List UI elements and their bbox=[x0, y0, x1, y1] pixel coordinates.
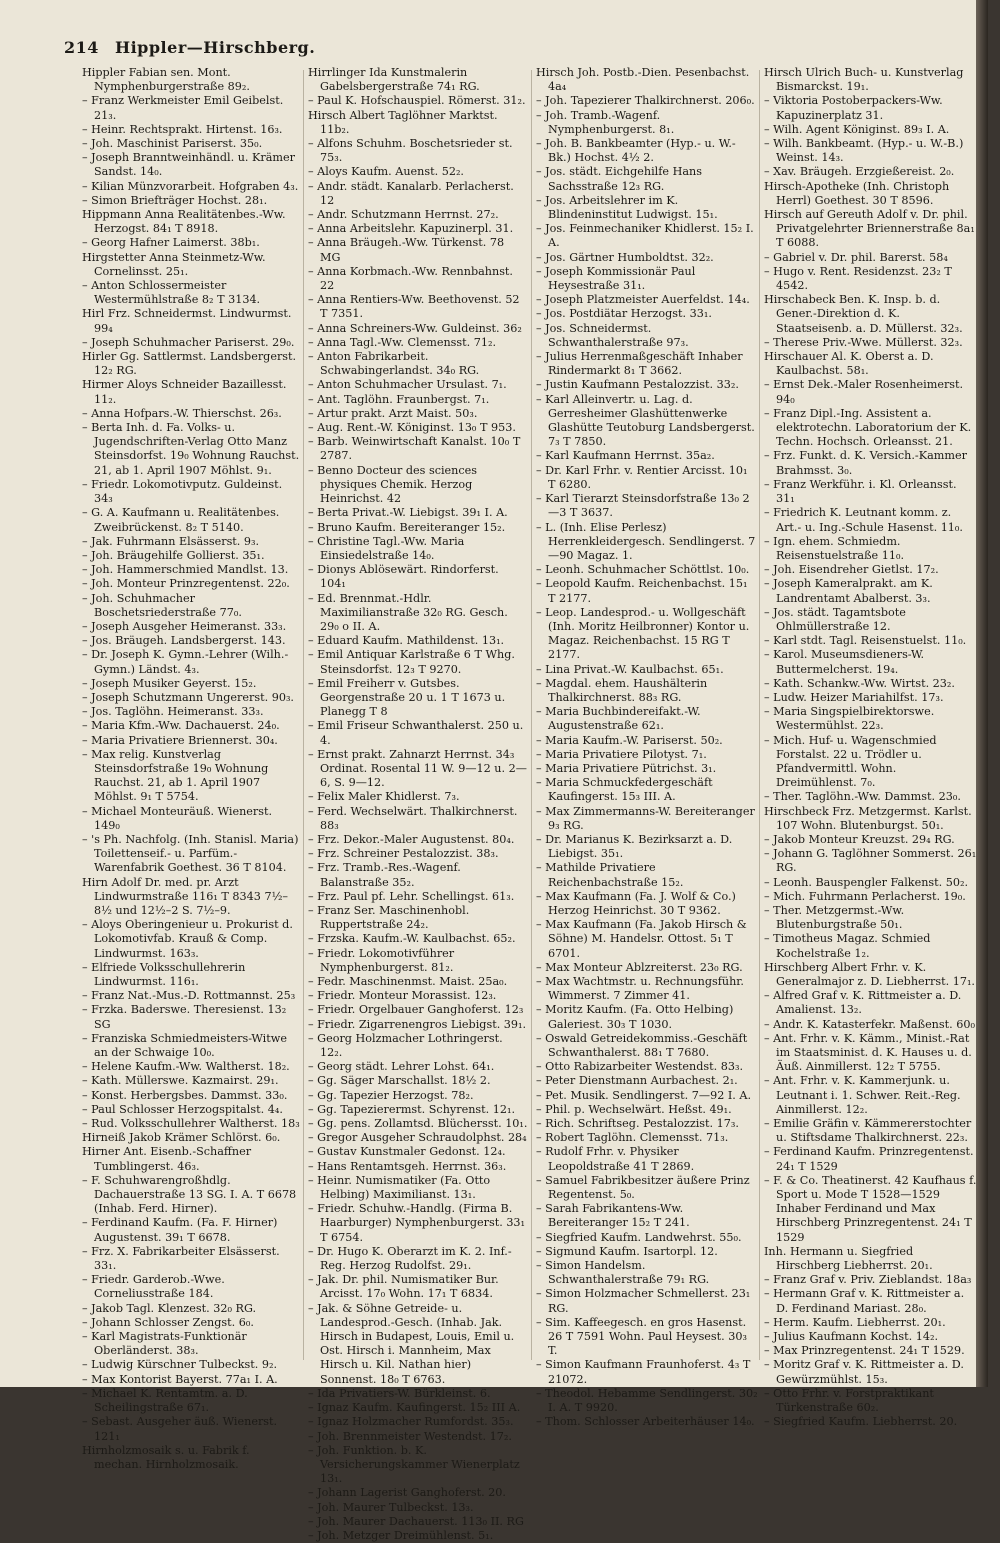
directory-entry: – Max relig. Kunstverlag Steinsdorfstraße 19₀ Wohnung Rauchst. 21, ab 1. April 1907 Möhlst. 9₁ T 5754. bbox=[82, 747, 269, 804]
directory-entry: – Peter Dienstmann Aurbachest. 2₁. bbox=[536, 1074, 738, 1088]
directory-entry: – Anton Fabrikarbeit. Schwabingerlandst. 34₀ RG. bbox=[308, 350, 480, 378]
directory-entry: – Karl Tierarzt Steinsdorfstraße 13₀ 2—3 T 3637. bbox=[536, 492, 750, 520]
directory-entry: – Simon Briefträger Hochst. 28₁. bbox=[82, 193, 268, 207]
directory-entry: – Jos. Bräugeh. Landsbergerst. 143. bbox=[82, 634, 286, 648]
directory-entry: – Berta Privat.-W. Liebigst. 39₁ I. A. bbox=[308, 506, 508, 520]
directory-entry: – Leop. Landesprod.- u. Wollgeschäft (Inh. Moritz Heilbronner) Kontor u. Magaz. Reichenbachst. 15 RG T 2177. bbox=[536, 605, 750, 662]
directory-entry: – Jos. städt. Eichgehilfe Hans Sachsstraße 12₃ RG. bbox=[536, 165, 702, 193]
directory-entry: – Max Prinzregentenst. 24₁ T 1529. bbox=[764, 1344, 965, 1358]
directory-entry: – Herm. Kaufm. Liebherrst. 20₁. bbox=[764, 1315, 946, 1329]
directory-entry: – Lina Privat.-W. Kaulbachst. 65₁. bbox=[536, 662, 724, 676]
directory-entry: – Joseph Ausgeher Heimeranst. 33₃. bbox=[82, 619, 287, 633]
directory-entry: – Robert Taglöhn. Clemensst. 71₃. bbox=[536, 1131, 729, 1145]
directory-entry: – Mathilde Privatiere Reichenbachstraße 15₂. bbox=[536, 861, 684, 889]
directory-entry: – Oswald Getreidekommiss.-Geschäft Schwanthalerst. 88₁ T 7680. bbox=[536, 1031, 748, 1060]
directory-entry: – Julius Kaufmann Kochst. 14₂. bbox=[764, 1330, 939, 1344]
directory-entry: – Simon Kaufmann Fraunhoferst. 4₃ T 21072. bbox=[536, 1358, 751, 1386]
directory-entry: – Ludwig Kürschner Tulbeckst. 9₂. bbox=[82, 1358, 278, 1372]
directory-entry: – Phil. p. Wechselwärt. Heßst. 49₁. bbox=[536, 1102, 732, 1116]
directory-entry: – Friedrich K. Leutnant komm. z. Art.- u. Ing.-Schule Hasenst. 11₀. bbox=[764, 506, 963, 534]
directory-entry: – Fedr. Maschinenmst. Maist. 25a₀. bbox=[308, 975, 508, 988]
directory-entry: – Maria Schmuckfedergeschäft Kaufingerst. 15₃ III. A. bbox=[536, 776, 713, 804]
directory-entry: – Rich. Schriftseg. Pestalozzist. 17₃. bbox=[536, 1117, 739, 1131]
directory-entry: – Anna Bräugeh.-Ww. Türkenst. 78 MG bbox=[308, 236, 505, 264]
directory-entry: Hirler Gg. Sattlermst. Landsbergerst. 12₂ RG. bbox=[82, 350, 297, 378]
directory-entry: – Jos. Arbeitslehrer im K. Blindeninstitut Ludwigst. 15₁. bbox=[536, 193, 718, 222]
directory-entry: – Mich. Huf- u. Wagenschmied Forstalst. 22 u. Trödler u. Pfandvermittl. Wohn. Dreimühlenst. 7₀. bbox=[764, 733, 937, 790]
directory-entry: – Friedr. Monteur Morassist. 12₃. bbox=[308, 989, 497, 1003]
directory-entry: – Johann Lagerist Ganghoferst. 20. bbox=[308, 1486, 506, 1500]
directory-entry: – Jakob Tagl. Klenzest. 32₀ RG. bbox=[82, 1301, 257, 1315]
page-edge bbox=[976, 0, 988, 1387]
directory-entry: – Hans Rentamtsgeh. Herrnst. 36₃. bbox=[308, 1159, 507, 1173]
directory-entry: – Maria Singspielbirektorswe. Westermühlst. 22₃. bbox=[764, 705, 935, 733]
directory-entry: – Hermann Graf v. K. Rittmeister a. D. Ferdinand Mariast. 28₀. bbox=[764, 1287, 965, 1315]
directory-entry: – Samuel Fabrikbesitzer äußere Prinz Regentenst. 5₀. bbox=[536, 1173, 750, 1202]
directory-entry: – Max Kaufmann (Fa. J. Wolf & Co.) Herzog Heinrichst. 30 T 9362. bbox=[536, 889, 736, 917]
directory-entry: – Mich. Fuhrmann Perlacherst. 19₀. bbox=[764, 889, 966, 903]
directory-entry: – Ed. Brennmat.-Hdlr. Maximilianstraße 32₀ RG. Gesch. 29₀ o II. A. bbox=[308, 591, 508, 633]
directory-entry: – Moritz Kaufm. (Fa. Otto Helbing) Galeriest. 30₃ T 1030. bbox=[536, 1003, 734, 1031]
directory-entry: – Benno Docteur des sciences physiques Chemik. Herzog Heinrichst. 42 bbox=[308, 463, 478, 506]
directory-entry: – Franz Ser. Maschinenhobl. Ruppertstraße 24₂. bbox=[308, 903, 470, 932]
directory-entry: – Eduard Kaufm. Mathildenst. 13₁. bbox=[308, 634, 505, 648]
directory-entry: – Maria Privatiere Briennerst. 30₄. bbox=[82, 733, 278, 747]
directory-entry: – Gg. Säger Marschallst. 18½ 2. bbox=[308, 1074, 491, 1088]
directory-entry: – Karl Magistrats-Funktionär Oberländerst. 38₃. bbox=[82, 1330, 247, 1358]
directory-entry: – Joseph Platzmeister Auerfeldst. 14₄. bbox=[536, 293, 750, 307]
directory-entry: – Elfriede Volksschullehrerin Lindwurmst. 116₁. bbox=[82, 960, 246, 988]
directory-entry: – Leonh. Bauspengler Falkenst. 50₂. bbox=[764, 875, 969, 889]
directory-entry: – Ferdinand Kaufm. (Fa. F. Hirner) Augustenst. 39₁ T 6678. bbox=[82, 1216, 278, 1244]
directory-entry: – Helene Kaufm.-Ww. Waltherst. 18₂. bbox=[82, 1060, 290, 1074]
directory-entry: – Maria Buchbindereifakt.-W. Augustenstraße 62₁. bbox=[536, 705, 701, 733]
directory-entry: – Maria Kaufm.-W. Pariserst. 50₂. bbox=[536, 733, 723, 747]
directory-entry: – Sim. Kaffeegesch. en gros Hasenst. 26 T 7591 Wohn. Paul Heysest. 30₃ T. bbox=[536, 1315, 747, 1358]
directory-entry: – Anna Korbmach.-Ww. Rennbahnst. 22 bbox=[308, 264, 513, 293]
directory-entry: – Gg. Tapezierermst. Schyrenst. 12₁. bbox=[308, 1102, 516, 1116]
directory-entry: – Paul K. Hofschauspiel. Römerst. 31₂. bbox=[308, 94, 526, 108]
directory-entry: Hirsch-Apotheke (Inh. Christoph Herrl) Goethest. 30 T 8596. bbox=[764, 179, 950, 207]
directory-entry: – Pet. Musik. Sendlingerst. 7—92 I. A. bbox=[536, 1088, 752, 1102]
directory-entry: – Jos. Gärtner Humboldtst. 32₂. bbox=[536, 250, 714, 264]
directory-entry: – Joh. B. Bankbeamter (Hyp.- u. W.-Bk.) Hochst. 4½ 2. bbox=[536, 137, 736, 165]
directory-entry: Hirsch Albert Taglöhner Marktst. 11b₂. bbox=[308, 108, 498, 136]
directory-entry: – Emil Antiquar Karlstraße 6 T Whg. Steinsdorfst. 12₃ T 9270. bbox=[308, 648, 515, 676]
directory-entry: Hirn Adolf Dr. med. pr. Arzt Lindwurmstraße 116₁ T 8343 7½–8½ und 12½–2 S. 7½–9. bbox=[82, 875, 289, 917]
directory-entry: – Emilie Gräfin v. Kämmererstochter u. Stiftsdame Thalkirchnerst. 22₃. bbox=[764, 1117, 972, 1145]
directory-entry: – Joh. Maurer Dachauerst. 113₀ II. RG bbox=[308, 1514, 524, 1528]
column-4 bbox=[764, 66, 978, 1429]
directory-entry: – Joh. Funktion. b. K. Versicherungskammer Wienerplatz 13₁. bbox=[308, 1443, 520, 1486]
directory-entry: – Timotheus Magaz. Schmied Kochelstraße 1₂. bbox=[764, 932, 931, 960]
directory-entry: – Joh. Maurer Tulbeckst. 13₃. bbox=[308, 1500, 474, 1514]
directory-entry: – Aug. Rent.-W. Königinst. 13₀ T 953. bbox=[308, 421, 516, 435]
directory-entry: – Alfons Schuhm. Boschetsrieder st. 75₃. bbox=[308, 137, 513, 165]
column-divider bbox=[303, 70, 304, 1360]
directory-entry: – Rud. Volksschullehrer Waltherst. 18₃ bbox=[82, 1117, 300, 1131]
directory-entry: – Moritz Graf v. K. Rittmeister a. D. Gewürzmühlst. 15₃. bbox=[764, 1358, 964, 1386]
directory-entry: – Anna Schreiners-Ww. Guldeinst. 36₂ bbox=[308, 321, 522, 335]
directory-entry: – G. A. Kaufmann u. Realitätenbes. Zweibrückenst. 8₂ T 5140. bbox=[82, 506, 280, 534]
directory-entry: – Dr. Karl Frhr. v. Rentier Arcisst. 10₁ T 6280. bbox=[536, 463, 748, 491]
directory-entry: – Joh. Monteur Prinzregentenst. 22₀. bbox=[82, 577, 290, 591]
directory-entry: – Rudolf Frhr. v. Physiker Leopoldstraße 41 T 2869. bbox=[536, 1145, 695, 1173]
directory-entry: – Ther. Taglöhn.-Ww. Dammst. 23₀. bbox=[764, 790, 961, 804]
directory-entry: – Franziska Schmiedmeisters-Witwe an der Schwaige 10₀. bbox=[82, 1031, 287, 1060]
directory-entry: – Joh. Schuhmacher Boschetsriederstraße 77₀. bbox=[82, 591, 242, 619]
directory-entry: – Thom. Schlosser Arbeiterhäuser 14₀. bbox=[536, 1415, 755, 1429]
directory-entry: – Jak. Dr. phil. Numismatiker Bur. Arcisst. 17₀ Wohn. 17₁ T 6834. bbox=[308, 1273, 499, 1301]
directory-entry: – Frz. Schreiner Pestalozzist. 38₃. bbox=[308, 847, 499, 861]
directory-entry: – Franz Graf v. Priv. Zieblandst. 18a₃ bbox=[764, 1273, 972, 1287]
directory-entry: – Heinr. Numismatiker (Fa. Otto Helbing) Maximilianst. 13₁. bbox=[308, 1173, 491, 1202]
directory-entry: – Maria Kfm.-Ww. Dachauerst. 24₀. bbox=[82, 719, 280, 733]
directory-entry: – Friedr. Zigarrenengros Liebigst. 39₁. bbox=[308, 1017, 527, 1031]
directory-entry: – Sebast. Ausgeher äuß. Wienerst. 121₁ bbox=[82, 1415, 278, 1443]
directory-entry: – Joseph Kameralprakt. am K. Landrentamt Abalberst. 3₃. bbox=[764, 577, 933, 605]
directory-entry: – Georg Hafner Laimerst. 38b₁. bbox=[82, 236, 260, 250]
directory-entry: – Max Kontorist Bayerst. 77a₁ I. A. bbox=[82, 1372, 278, 1386]
directory-entry: – Friedr. Orgelbauer Ganghoferst. 12₃ bbox=[308, 1003, 524, 1017]
directory-entry: – F. & Co. Theatinerst. 42 Kaufhaus f. Sport u. Mode T 1528—1529 Inhaber Ferdinand und Max Hirschberg Prinzregentenst. 24₁ T 1529 bbox=[764, 1173, 977, 1244]
directory-entry: – Wilh. Bankbeamt. (Hyp.- u. W.-B.) Weinst. 14₃. bbox=[764, 137, 964, 165]
directory-entry: – Anna Rentiers-Ww. Beethovenst. 52 T 7351. bbox=[308, 293, 520, 321]
directory-entry: – Anna Hofpars.-W. Thierschst. 26₃. bbox=[82, 406, 282, 420]
directory-entry: – Ther. Metzgermst.-Ww. Blutenburgstraße 50₁. bbox=[764, 903, 905, 932]
directory-entry: – Franz Werkführ. i. Kl. Orleansst. 31₁ bbox=[764, 477, 957, 506]
directory-entry: – Gg. pens. Zollamtsd. Blüchersst. 10₁. bbox=[308, 1117, 528, 1131]
directory-entry: – Friedr. Garderob.-Wwe. Corneliusstraße 184. bbox=[82, 1273, 225, 1301]
directory-entry: – Frz. X. Fabrikarbeiter Elsässerst. 33₁. bbox=[82, 1244, 280, 1273]
directory-entry: – Frz. Dekor.-Maler Augustenst. 80₄. bbox=[308, 832, 515, 846]
directory-entry: – Johann G. Taglöhner Sommerst. 26₁ RG. bbox=[764, 847, 977, 875]
directory-entry: – Dionys Ablösewärt. Rindorferst. 104₁ bbox=[308, 563, 499, 591]
directory-entry: – Andr. K. Katasterfekr. Maßenst. 60₀ bbox=[764, 1017, 975, 1031]
directory-entry: – Siegfried Kaufm. Landwehrst. 55₀. bbox=[536, 1230, 742, 1244]
directory-entry: – Christine Tagl.-Ww. Maria Einsiedelstraße 14₀. bbox=[308, 534, 465, 562]
directory-entry: – Joseph Branntweinhändl. u. Krämer Sandst. 14₀. bbox=[82, 151, 295, 179]
directory-entry: – Therese Priv.-Wwe. Müllerst. 32₃. bbox=[764, 335, 963, 349]
directory-entry: – Kath. Schankw.-Ww. Wirtst. 23₂. bbox=[764, 676, 955, 690]
directory-entry: Hippler Fabian sen. Mont. Nymphenburgerstraße 89₂. bbox=[82, 66, 250, 94]
directory-entry: – Siegfried Kaufm. Liebherrst. 20. bbox=[764, 1415, 958, 1429]
directory-entry: – Franz Nat.-Mus.-D. Rottmannst. 25₃ bbox=[82, 989, 296, 1003]
directory-entry: – Alfred Graf v. K. Rittmeister a. D. Amalienst. 13₂. bbox=[764, 989, 962, 1017]
directory-entry: – Aloys Kaufm. Auenst. 52₂. bbox=[308, 165, 464, 179]
directory-entry: – Jakob Monteur Kreuzst. 29₄ RG. bbox=[764, 832, 955, 846]
directory-entry: Hirsch auf Gereuth Adolf v. Dr. phil. Privatgelehrter Briennerstraße 8a₁ T 6088. bbox=[764, 208, 975, 250]
directory-entry: – Jos. Taglöhn. Heimeranst. 33₃. bbox=[82, 705, 264, 719]
directory-entry: – Ignaz Kaufm. Kaufingerst. 15₂ III A. bbox=[308, 1401, 521, 1415]
page-header bbox=[64, 38, 964, 64]
directory-entry: – Xav. Bräugeh. Erzgießereist. 2₀. bbox=[764, 165, 955, 179]
running-title: Hippler—Hirschberg. bbox=[114, 38, 316, 57]
directory-entry: – Simon Handelsm. Schwanthalerstraße 79₁ RG. bbox=[536, 1259, 710, 1287]
directory-entry: – Anna Tagl.-Ww. Clemensst. 71₂. bbox=[308, 335, 497, 349]
directory-entry: – Max Wachtmstr. u. Rechnungsführ. Wimmerst. 7 Zimmer 41. bbox=[536, 975, 744, 1003]
directory-entry: – Emil Freiherr v. Gutsbes. Georgenstraße 20 u. 1 T 1673 u. Planegg T 8 bbox=[308, 676, 506, 719]
directory-entry: – Jos. Postdiätar Herzogst. 33₁. bbox=[536, 307, 712, 321]
directory-entry: – Jos. Feinmechaniker Khidlerst. 15₂ I. A. bbox=[536, 222, 754, 250]
directory-entry: – Wilh. Agent Königinst. 89₃ I. A. bbox=[764, 122, 950, 136]
directory-entry: – Andr. Schutzmann Herrnst. 27₂. bbox=[308, 208, 499, 222]
directory-entry: – Friedr. Schuhw.-Handlg. (Firma B. Haarburger) Nymphenburgerst. 33₁ T 6754. bbox=[308, 1202, 526, 1244]
directory-entry: – Kath. Müllerswe. Kazmairst. 29₁. bbox=[82, 1074, 279, 1088]
directory-entry: – Karl Alleinvertr. u. Lag. d. Gerresheimer Glashüttenwerke Glashütte Teutoburg Landsbergerst. 7₃ T 7850. bbox=[536, 392, 755, 449]
directory-entry: – Simon Holzmacher Schmellerst. 23₁ RG. bbox=[536, 1287, 751, 1315]
directory-entry: – Joh. Metzger Dreimühlenst. 5₁. bbox=[308, 1528, 494, 1542]
directory-entry: – Joseph Schutzmann Ungererst. 90₃. bbox=[82, 690, 294, 704]
column-1 bbox=[82, 66, 300, 1471]
directory-entry: – Leopold Kaufm. Reichenbachst. 15₁ T 2177. bbox=[536, 577, 748, 605]
directory-entry: – Viktoria Postoberpackers-Ww. Kapuzinerplatz 31. bbox=[764, 94, 943, 122]
directory-entry: Hirrlinger Ida Kunstmalerin Gabelsbergerstraße 74₁ RG. bbox=[308, 66, 480, 94]
directory-entry: – Joh. Eisendreher Gietlst. 17₂. bbox=[764, 563, 939, 577]
directory-entry: – Franz Werkmeister Emil Geibelst. 21₃. bbox=[82, 94, 284, 122]
directory-entry: – Max Kaufmann (Fa. Jakob Hirsch & Söhne) M. Handelsr. Ottost. 5₁ T 6701. bbox=[536, 918, 747, 960]
directory-entry: – Michael K. Rentamtm. a. D. Scheilingstraße 67₁. bbox=[82, 1386, 248, 1415]
directory-entry: Hirmer Aloys Schneider Bazaillesst. 11₂. bbox=[82, 378, 287, 406]
directory-entry: – Bruno Kaufm. Bereiteranger 15₂. bbox=[308, 520, 506, 534]
directory-entry: – Johann Schlosser Zengst. 6₀. bbox=[82, 1315, 254, 1329]
directory-entry: – Joh. Bräugehilfe Gollierst. 35₁. bbox=[82, 548, 265, 562]
directory-entry: – Ferdinand Kaufm. Prinzregentenst. 24₁ T 1529 bbox=[764, 1145, 974, 1173]
directory-entry: – Ernst Dek.-Maler Rosenheimerst. 94₀ bbox=[764, 378, 964, 406]
directory-entry: – Magdal. ehem. Haushälterin Thalkirchnerst. 88₃ RG. bbox=[536, 676, 708, 704]
directory-entry: – Ign. ehem. Schmiedm. Reisenstuelstraße 11₀. bbox=[764, 534, 905, 562]
directory-entry: – Andr. städt. Kanalarb. Perlacherst. 12 bbox=[308, 179, 514, 207]
directory-entry: – Barb. Weinwirtschaft Kanalst. 10₀ T 2787. bbox=[308, 435, 521, 463]
directory-entry: Hippmann Anna Realitätenbes.-Ww. Herzogst. 84₁ T 8918. bbox=[82, 208, 286, 236]
directory-entry: – Ida Privatiers-W. Bürkleinst. 6. bbox=[308, 1386, 491, 1400]
directory-entry: – Joseph Kommissionär Paul Heysestraße 31₁. bbox=[536, 264, 696, 293]
directory-entry: – Theodol. Hebamme Sendlingerst. 30₂ I. A. T 9920. bbox=[536, 1386, 758, 1415]
directory-entry: – Friedr. Lokomotivführer Nymphenburgerst. 81₂. bbox=[308, 946, 455, 974]
directory-entry: – Gg. Tapezier Herzogst. 78₂. bbox=[308, 1088, 474, 1102]
page-number: 214 bbox=[64, 38, 99, 57]
directory-entry: – Jak. & Söhne Getreide- u. Landesprod.-Gesch. (Inhab. Jak. Hirsch in Budapest, Louis, Emil u. Ost. Hirsch i. Mannheim, Max Hirsch u. Kil. Nathan hier) Sonnenst. 18₀ T 6763. bbox=[308, 1301, 515, 1386]
directory-entry: – F. Schuhwarengroßhdlg. Dachauerstraße 13 SG. I. A. T 6678 (Inhab. Ferd. Hirner). bbox=[82, 1173, 297, 1216]
column-divider bbox=[759, 70, 760, 1360]
directory-entry: – Gustav Kunstmaler Gedonst. 12₄. bbox=[308, 1145, 506, 1159]
directory-entry: Hirner Ant. Eisenb.-Schaffner Tumblingerst. 46₃. bbox=[82, 1145, 252, 1173]
directory-entry: – Georg Holzmacher Lothringerst. 12₂. bbox=[308, 1031, 503, 1060]
directory-entry: Inh. Hermann u. Siegfried Hirschberg Liebherrst. 20₁. bbox=[764, 1244, 933, 1273]
directory-entry: – Artur prakt. Arzt Maist. 50₃. bbox=[308, 406, 478, 420]
directory-entry: – Ferd. Wechselwärt. Thalkirchnerst. 88₃ bbox=[308, 804, 518, 832]
directory-entry: – Konst. Herbergsbes. Dammst. 33₀. bbox=[82, 1088, 288, 1102]
directory-entry: – Ludw. Heizer Mariahilfst. 17₃. bbox=[764, 690, 944, 704]
directory-entry: – Gabriel v. Dr. phil. Barerst. 58₄ bbox=[764, 250, 948, 264]
directory-entry: – Sarah Fabrikantens-Ww. Bereiteranger 15₂ T 241. bbox=[536, 1202, 690, 1230]
directory-entry: – Max Monteur Ablzreiterst. 23₀ RG. bbox=[536, 960, 743, 974]
directory-entry: – Dr. Joseph K. Gymn.-Lehrer (Wilh.-Gymn.) Ländst. 4₃. bbox=[82, 648, 289, 676]
directory-entry: – Sigmund Kaufm. Isartorpl. 12. bbox=[536, 1244, 718, 1258]
directory-entry: – L. (Inh. Elise Perlesz) Herrenkleidergesch. Sendlingerst. 7—90 Magaz. 1. bbox=[536, 520, 756, 562]
directory-entry: – Frz. Paul pf. Lehr. Schellingst. 61₃. bbox=[308, 889, 515, 903]
directory-entry: – Julius Herrenmaßgeschäft Inhaber Rindermarkt 8₁ T 3662. bbox=[536, 350, 743, 378]
directory-entry: – Leonh. Schuhmacher Schöttlst. 10₀. bbox=[536, 563, 750, 577]
column-3 bbox=[536, 66, 758, 1429]
directory-entry: – Otto Frhr. v. Forstpraktikant Türkenstraße 60₂. bbox=[764, 1386, 934, 1415]
directory-entry: Hirl Frz. Schneidermst. Lindwurmst. 99₄ bbox=[82, 307, 292, 335]
directory-entry: – Karl stdt. Tagl. Reisenstuelst. 11₀. bbox=[764, 634, 967, 648]
directory-entry: – Jak. Fuhrmann Elsässerst. 9₃. bbox=[82, 534, 260, 548]
directory-entry: – Emil Friseur Schwanthalerst. 250 u. 4. bbox=[308, 719, 524, 747]
directory-entry: – Karl Kaufmann Herrnst. 35a₂. bbox=[536, 449, 715, 463]
directory-entry: – Berta Inh. d. Fa. Volks- u. Jugendschriften-Verlag Otto Manz Steinsdorfst. 19₀ Wohnung Rauchst. 21, ab 1. April 1907 Möhlst. 9₁. bbox=[82, 421, 300, 477]
directory-entry: – Anton Schlossermeister Westermühlstraße 8₂ T 3134. bbox=[82, 279, 261, 307]
directory-entry: – Joh. Tramb.-Wagenf. Nymphenburgerst. 8₁. bbox=[536, 108, 675, 136]
directory-entry: Hirschauer Al. K. Oberst a. D. Kaulbachst. 58₁. bbox=[764, 350, 934, 378]
directory-entry: – Franz Dipl.-Ing. Assistent a. elektrotechn. Laboratorium der K. Techn. Hochsch. Orleansst. 21. bbox=[764, 406, 972, 449]
directory-entry: – Joh. Hammerschmied Mandlst. 13. bbox=[82, 563, 289, 577]
directory-entry: – Frzska. Kaufm.-W. Kaulbachst. 65₂. bbox=[308, 932, 516, 946]
directory-entry: Hirsch Joh. Postb.-Dien. Pesenbachst. 4a₄ bbox=[536, 66, 750, 94]
directory-entry: Hirschberg Albert Frhr. v. K. Generalmajor z. D. Liebherrst. 17₁. bbox=[764, 960, 975, 988]
directory-entry: – Aloys Oberingenieur u. Prokurist d. Lokomotivfab. Krauß & Comp. Lindwurmst. 163₃. bbox=[82, 918, 293, 960]
directory-entry: – Ant. Frhr. v. K. Kammerjunk. u. Leutnant i. 1. Schwer. Reit.-Reg. Ainmillerst. 12₂. bbox=[764, 1074, 961, 1116]
directory-entry: – Georg städt. Lehrer Lohst. 64₁. bbox=[308, 1060, 495, 1074]
directory-entry: – Dr. Hugo K. Oberarzt im K. 2. Inf.-Reg. Herzog Rudolfst. 29₁. bbox=[308, 1244, 512, 1273]
directory-entry: – Jos. städt. Tagamtsbote Ohlmüllerstraße 12. bbox=[764, 605, 906, 633]
directory-entry: – Kilian Münzvorarbeit. Hofgraben 4₃. bbox=[82, 179, 299, 193]
directory-entry: Hirgstetter Anna Steinmetz-Ww. Cornelinsst. 25₁. bbox=[82, 250, 266, 278]
directory-entry: – Hugo v. Rent. Residenzst. 23₂ T 4542. bbox=[764, 264, 952, 293]
directory-entry: – Anton Schuhmacher Ursulast. 7₁. bbox=[308, 378, 507, 392]
directory-entry: – Max Zimmermanns-W. Bereiteranger 9₃ RG. bbox=[536, 804, 755, 832]
directory-entry: – Joseph Musiker Geyerst. 15₂. bbox=[82, 676, 257, 690]
directory-entry: – Maria Privatiere Pütrichst. 3₁. bbox=[536, 761, 717, 775]
directory-entry: – Joh. Tapezierer Thalkirchnerst. 206₀. bbox=[536, 94, 755, 108]
directory-entry: – Ernst prakt. Zahnarzt Herrnst. 34₃ Ordinat. Rosental 11 W. 9—12 u. 2—6, S. 9—12. bbox=[308, 747, 527, 790]
directory-entry: – Maria Privatiere Pilotyst. 7₁. bbox=[536, 747, 707, 761]
directory-entry: – Anna Arbeitslehr. Kapuzinerpl. 31. bbox=[308, 222, 514, 236]
directory-entry: – Jos. Schneidermst. Schwanthalerstraße 97₃. bbox=[536, 321, 689, 349]
directory-entry: – Frz. Funkt. d. K. Versich.-Kammer Brahmsst. 3₀. bbox=[764, 449, 967, 477]
column-2 bbox=[308, 66, 528, 1542]
directory-entry: – Dr. Marianus K. Bezirksarzt a. D. Liebigst. 35₁. bbox=[536, 832, 733, 861]
directory-entry: – Joh. Brennmeister Westendst. 17₂. bbox=[308, 1429, 512, 1443]
directory-entry: – Friedr. Lokomotivputz. Guldeinst. 34₃ bbox=[82, 477, 283, 506]
directory-entry: – Joh. Maschinist Pariserst. 35₀. bbox=[82, 137, 263, 151]
directory-entry: – Ant. Taglöhn. Fraunbergst. 7₁. bbox=[308, 392, 490, 406]
directory-entry: – Michael Monteuräuß. Wienerst. 149₀ bbox=[82, 804, 273, 832]
directory-entry: Hirsch Ulrich Buch- u. Kunstverlag Bismarckst. 19₁. bbox=[764, 66, 964, 94]
directory-entry: Hirnholzmosaik s. u. Fabrik f. mechan. Hirnholzmosaik. bbox=[82, 1443, 250, 1471]
directory-entry: – Otto Rabizarbeiter Westendst. 83₃. bbox=[536, 1060, 744, 1074]
directory-entry: – Ignaz Holzmacher Rumfordst. 35₃. bbox=[308, 1415, 514, 1429]
directory-entry: – Gregor Ausgeher Schraudolphst. 28₄ bbox=[308, 1131, 527, 1145]
directory-entry: Hirschabeck Ben. K. Insp. b. d. Gener.-Direktion d. K. Staatseisenb. a. D. Müllerst. 32₃. bbox=[764, 293, 963, 335]
directory-entry: – Ant. Frhr. v. K. Kämm., Minist.-Rat im Staatsminist. d. K. Hauses u. d. Äuß. Ainmillerst. 12₂ T 5755. bbox=[764, 1031, 972, 1074]
directory-entry: – 's Ph. Nachfolg. (Inh. Stanisl. Maria) Toilettenseif.- u. Parfüm.-Warenfabrik Goethest. 36 T 8104. bbox=[82, 832, 299, 875]
directory-entry: – Joseph Schuhmacher Pariserst. 29₀. bbox=[82, 335, 295, 349]
directory-entry: – Karol. Museumsdieners-W. Buttermelcherst. 19₄. bbox=[764, 648, 925, 676]
column-divider bbox=[531, 70, 532, 1360]
directory-entry: – Paul Schlosser Herzogspitalst. 4₄. bbox=[82, 1102, 283, 1116]
directory-entry: – Justin Kaufmann Pestalozzist. 33₂. bbox=[536, 378, 739, 392]
directory-entry: – Frzka. Baderswe. Theresienst. 13₂ SG bbox=[82, 1003, 287, 1031]
directory-entry: Hirneiß Jakob Krämer Schlörst. 6₀. bbox=[82, 1131, 281, 1145]
directory-entry: – Felix Maler Khidlerst. 7₃. bbox=[308, 790, 460, 804]
directory-entry: – Heinr. Rechtsprakt. Hirtenst. 16₃. bbox=[82, 122, 283, 136]
directory-entry: Hirschbeck Frz. Metzgermst. Karlst. 107 Wohn. Blutenburgst. 50₁. bbox=[764, 804, 972, 832]
directory-entry: – Frz. Tramb.-Res.-Wagenf. Balanstraße 35₂. bbox=[308, 861, 461, 889]
